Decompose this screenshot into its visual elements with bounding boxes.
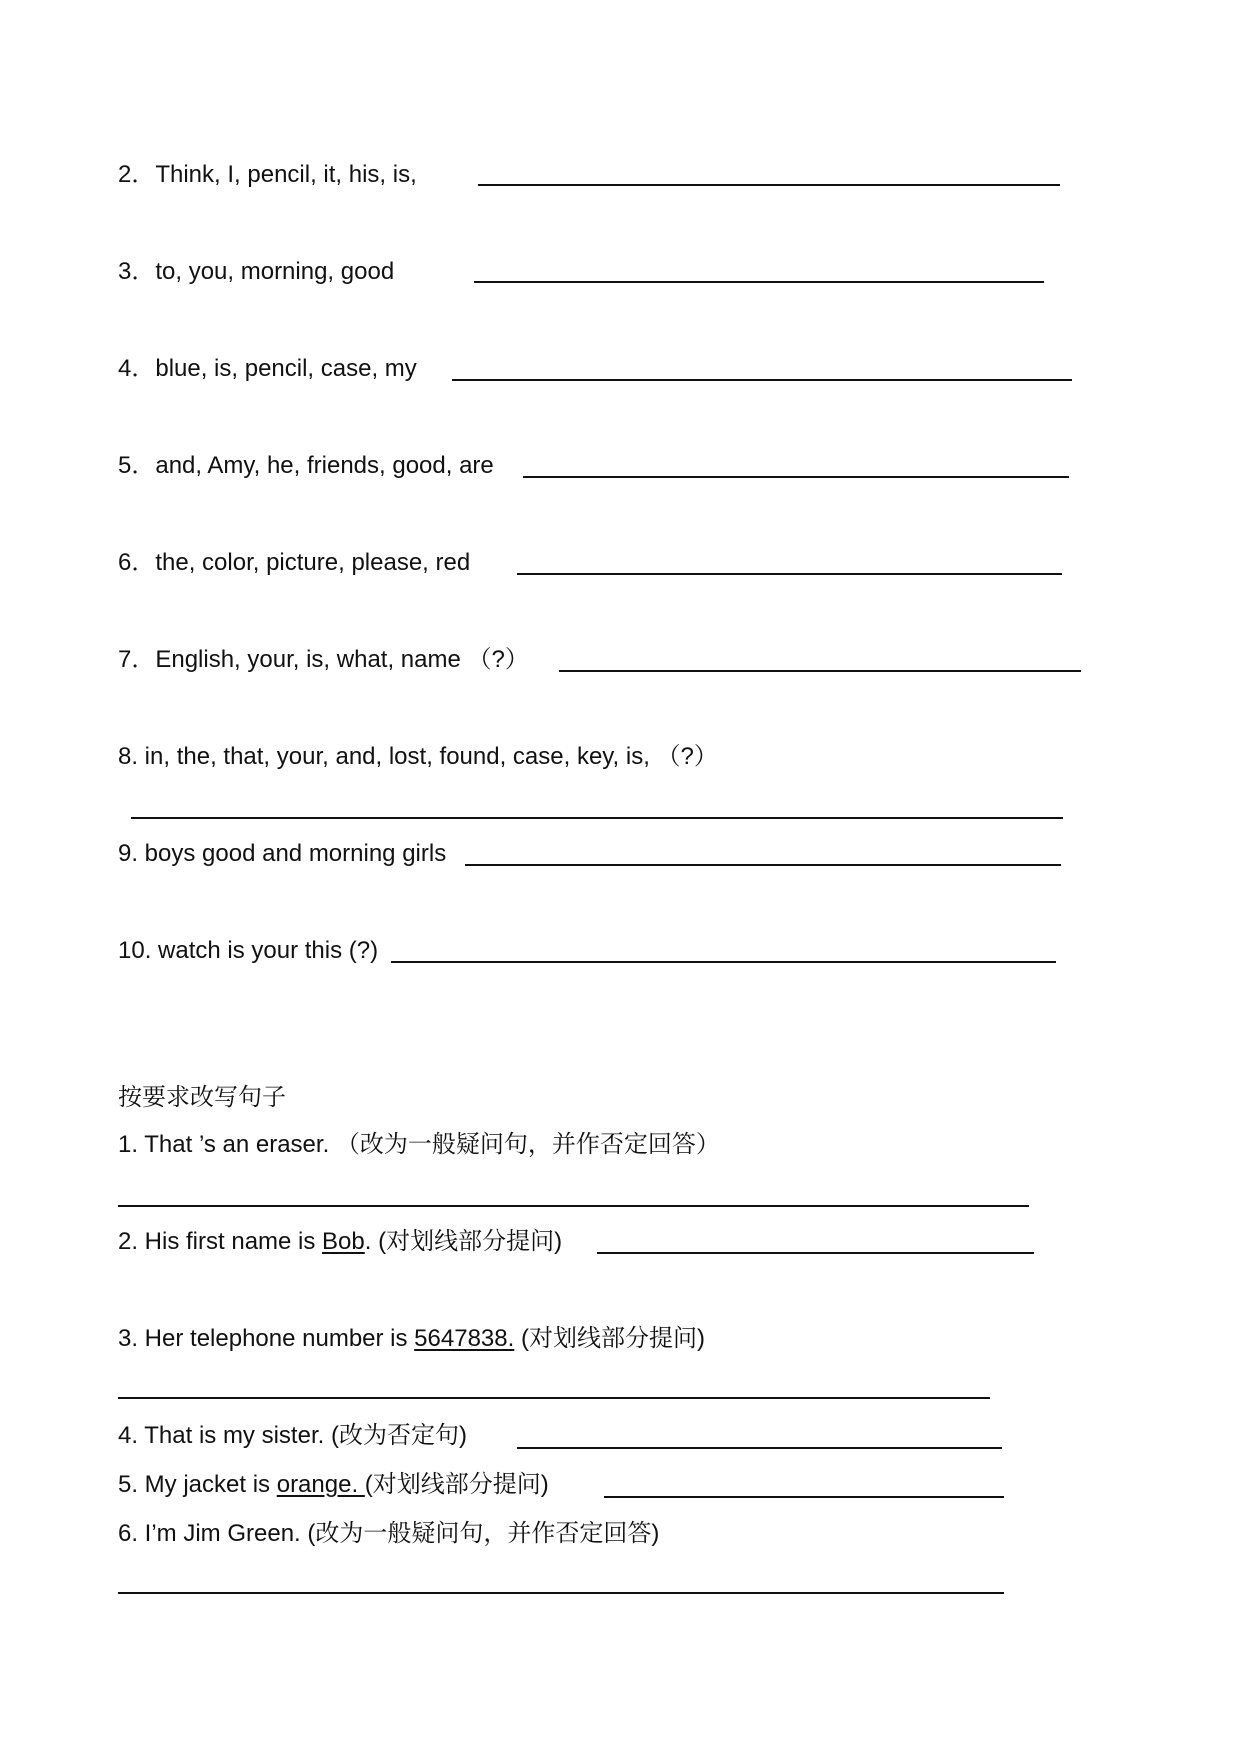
question-4: 4．blue, is, pencil, case, my [118,355,417,382]
rewrite-question-3-suffix: (对划线部分提问) [514,1325,705,1352]
rewrite-answer-line-4[interactable] [517,1447,1002,1449]
section-heading: 按要求改写句子 [118,1083,286,1111]
rewrite-answer-line-5[interactable] [604,1496,1004,1498]
question-2: 2．Think, I, pencil, it, his, is, [118,161,417,188]
answer-line-9[interactable] [465,864,1061,866]
underlined-number: 5647838. [414,1325,515,1352]
answer-line-2[interactable] [478,184,1060,186]
question-5: 5．and, Amy, he, friends, good, are [118,452,494,479]
rewrite-answer-line-1[interactable] [118,1205,1029,1207]
question-8: 8. in, the, that, your, and, lost, found, case, key, is, （?） [118,743,718,770]
question-3: 3．to, you, morning, good [118,258,395,285]
rewrite-question-5-suffix: (对划线部分提问) [364,1471,549,1498]
rewrite-question-5-prefix: 5. My jacket is [118,1471,277,1498]
answer-line-6[interactable] [517,573,1062,575]
rewrite-question-2 [118,1227,562,1257]
underlined-word: Bob [322,1228,365,1255]
answer-line-4[interactable] [452,379,1072,381]
answer-line-10[interactable] [391,961,1056,963]
rewrite-question-2-suffix: . (对划线部分提问) [364,1228,563,1255]
answer-line-5[interactable] [523,476,1069,478]
rewrite-question-4: 4. That is my sister. (改为否定句) [118,1422,467,1449]
answer-line-8[interactable] [131,817,1063,819]
question-9: 9. boys good and morning girls [118,840,447,867]
answer-line-7[interactable] [559,670,1081,672]
rewrite-question-3 [118,1324,705,1354]
rewrite-question-2-prefix: 2. His first name is [118,1228,323,1255]
rewrite-question-5 [118,1470,549,1500]
rewrite-answer-line-6[interactable] [118,1592,1004,1594]
rewrite-answer-line-2[interactable] [597,1252,1034,1254]
rewrite-question-1: 1. That ’s an eraser. （改为一般疑问句，并作否定回答） [118,1131,720,1158]
rewrite-question-3-prefix: 3. Her telephone number is [118,1325,415,1352]
underlined-word: orange. [276,1471,365,1498]
answer-line-3[interactable] [474,281,1044,283]
rewrite-question-6: 6. I’m Jim Green. (改为一般疑问句，并作否定回答) [118,1520,660,1547]
question-6: 6．the, color, picture, please, red [118,549,471,576]
question-7: 7．English, your, is, what, name （?） [118,646,529,673]
question-10: 10. watch is your this (?) [118,937,379,964]
rewrite-answer-line-3[interactable] [118,1397,990,1399]
